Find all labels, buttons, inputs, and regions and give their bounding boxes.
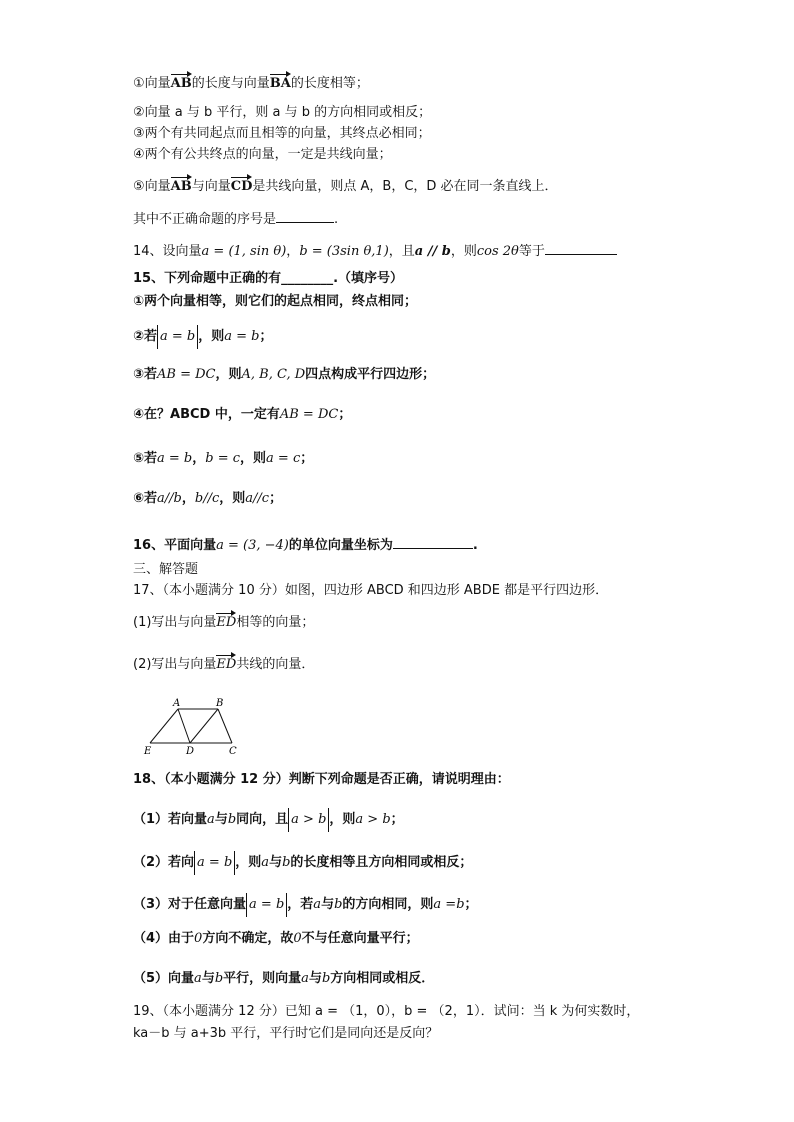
- vector-b-expr: b = (3sin θ,1): [299, 244, 389, 259]
- q15-title: 15、下列命题中正确的有________.（填序号）: [133, 271, 404, 286]
- point-label-a: A: [173, 698, 181, 709]
- zero-vector: 0: [293, 931, 302, 946]
- q18-item2: （2）若向 a = b ，则a与b的长度相等且方向相同或相反；: [133, 851, 472, 875]
- vector-a-expr: a = (1, sin θ): [201, 244, 287, 259]
- vector-ed: ED: [216, 615, 237, 630]
- q18-item4: （4）由于0方向不确定，故0不与任意向量平行；: [133, 931, 419, 946]
- q18-item1: （1）若向量a与b同向，且 a > b ，则a > b；: [133, 808, 404, 832]
- point-label-c: C: [229, 746, 237, 757]
- q15-item5: ⑤若a = b，b = c，则a = c；: [133, 451, 314, 466]
- segment-ad: [178, 709, 190, 743]
- q15-item6: ⑥若a//b，b//c，则a//c；: [133, 491, 283, 506]
- vector-equation: AB = DC: [157, 367, 216, 382]
- q17-part1: (1)写出与向量ED相等的向量；: [133, 615, 315, 630]
- q13-item5: ⑤向量AB与向量CD是共线向量，则点 A，B，C，D 必在同一条直线上．: [133, 179, 558, 194]
- section-heading: 三、解答题: [133, 562, 199, 577]
- segment-db: [190, 709, 218, 743]
- abs-expr: a > b: [288, 808, 329, 832]
- point-label-b: B: [216, 698, 224, 709]
- q14: 14、设向量a = (1, sin θ)，b = (3sin θ,1)，且a // b，则cos 2θ等于: [133, 240, 617, 261]
- cos-expr: cos 2θ: [476, 244, 519, 259]
- q15-item3: ③若AB = DC，则A, B, C, D四点构成平行四边形；: [133, 367, 436, 382]
- abs-expr: a = b: [157, 325, 198, 349]
- segment-bc: [218, 709, 232, 743]
- answer-blank: [393, 534, 473, 549]
- parallel-condition: a // b: [414, 244, 451, 259]
- answer-blank: [276, 208, 334, 223]
- q13-item4: ④两个有公共终点的向量，一定是共线向量；: [133, 147, 392, 162]
- vector-ed: ED: [216, 657, 237, 672]
- zero-vector: 0: [194, 931, 203, 946]
- q16: 16、平面向量a = (3, −4)的单位向量坐标为 .: [133, 534, 478, 555]
- vector-cd: CD: [230, 179, 253, 194]
- q15-item2: ②若 a = b ，则a = b；: [133, 325, 273, 349]
- vector-ab: AB: [170, 76, 192, 91]
- q18-item5: （5）向量a与b平行，则向量a与b方向相同或相反．: [133, 971, 435, 986]
- q18-title: 18、（本小题满分 12 分）判断下列命题是否正确，请说明理由：: [133, 772, 510, 787]
- point-label-d: D: [186, 746, 195, 757]
- q19-line2: ka－b 与 a+3b 平行，平行时它们是同向还是反向？: [133, 1026, 439, 1041]
- q17-title: 17、（本小题满分 10 分）如图，四边形 ABCD 和四边形 ABDE 都是平行四边形．: [133, 583, 609, 598]
- abs-expr: a = b: [246, 893, 287, 917]
- point-label-e: E: [144, 746, 152, 757]
- q13-item1: ①向量AB的长度与向量BA的长度相等；: [133, 76, 369, 91]
- q13-ask: 其中不正确命题的序号是 .: [133, 208, 338, 229]
- q18-item3: （3）对于任意向量 a = b ，若a与b的方向相同，则a =b；: [133, 893, 478, 917]
- answer-blank: [545, 240, 617, 255]
- q15-item4: ④在？ABCD 中，一定有AB = DC；: [133, 407, 352, 422]
- abs-expr: a = b: [194, 851, 235, 875]
- parallelogram-figure: [140, 697, 250, 757]
- q13-item3: ③两个有共同起点而且相等的向量，其终点必相同；: [133, 126, 431, 141]
- q13-item2: ②向量 a 与 b 平行，则 a 与 b 的方向相同或相反；: [133, 105, 432, 120]
- q19-line1: 19、（本小题满分 12 分）已知 a = （1，0），b = （2，1）．试问：当 k 为何实数时，: [133, 1004, 640, 1019]
- q17-part2: (2)写出与向量ED共线的向量．: [133, 657, 315, 672]
- vector-ba: BA: [269, 76, 291, 91]
- segment-ea: [150, 709, 178, 743]
- vector-equation: AB = DC: [279, 407, 339, 422]
- q15-item1: ①两个向量相等，则它们的起点相同，终点相同；: [133, 294, 418, 309]
- vector-ab: AB: [170, 179, 192, 194]
